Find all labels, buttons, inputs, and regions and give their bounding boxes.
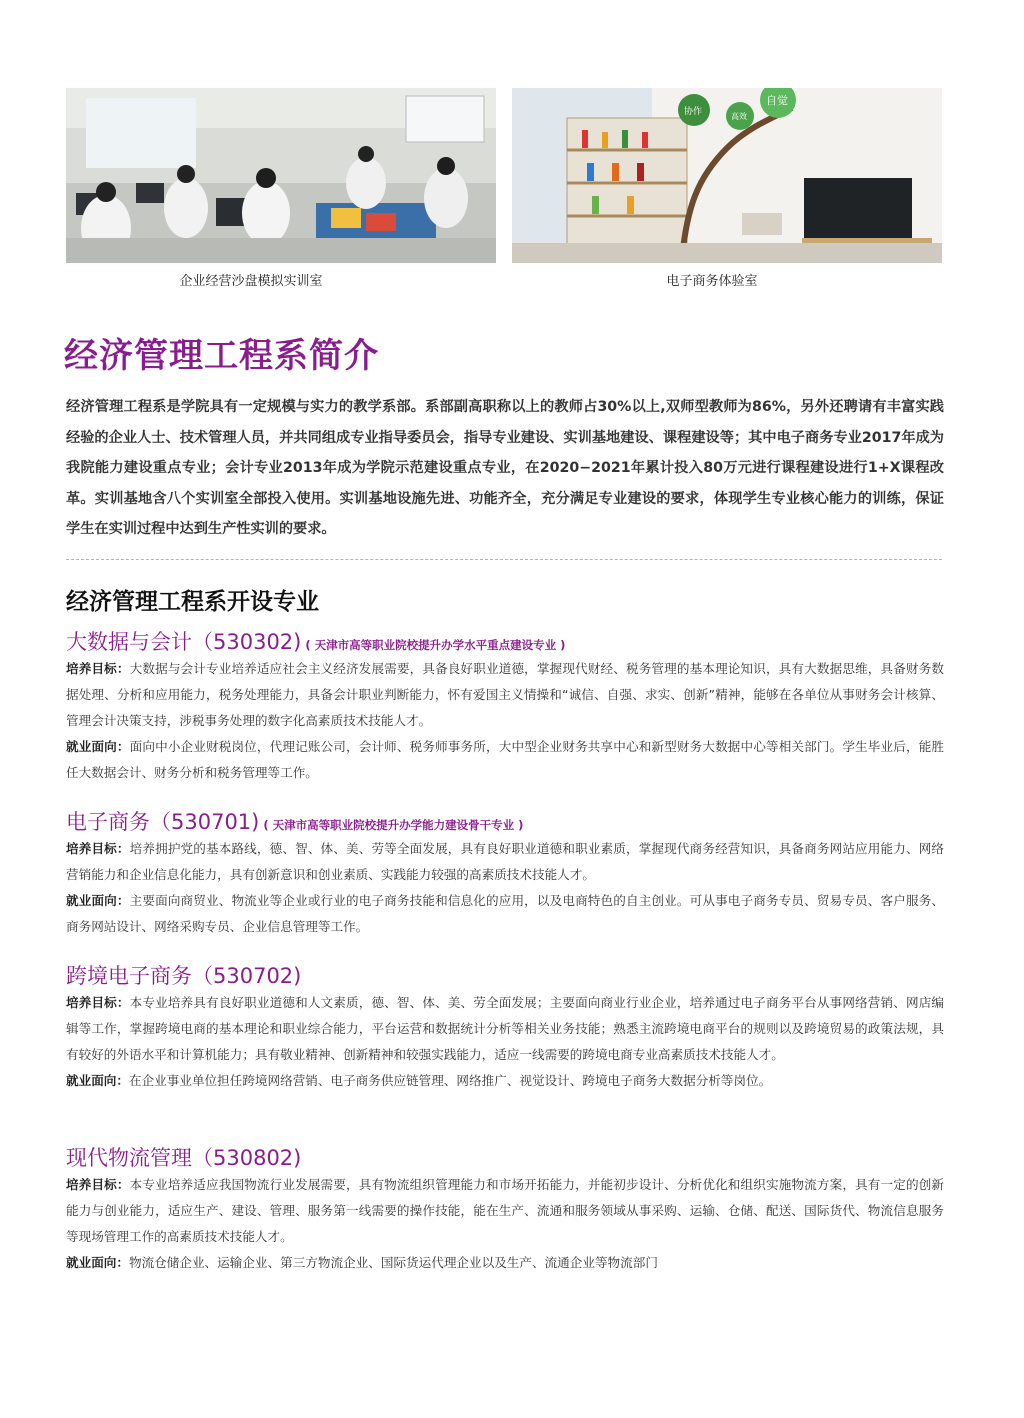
- classroom-photo: [66, 88, 496, 263]
- sign-efficiency: 高效: [731, 112, 747, 121]
- sign-cooperation: 协作: [684, 107, 703, 117]
- sign-consciousness: 自觉: [766, 94, 788, 107]
- major-name: 大数据与会计（530302): [66, 630, 302, 654]
- major-goal: [66, 656, 944, 734]
- job-text: 主要面向商贸业、物流业等企业或行业的电子商务技能和信息化的应用，以及电商特色的自主创业。可从事电子商务专员、贸易专员、客户服务、商务网站设计、网络采购专员、企业信息管理等工作。: [66, 893, 945, 934]
- major-job: [66, 1068, 944, 1094]
- major-accounting: [66, 626, 944, 786]
- job-text: 物流仓储企业、运输企业、第三方物流企业、国际货运代理企业以及生产、流通企业等物流部门: [128, 1255, 658, 1270]
- job-label: 就业面向：: [66, 1073, 129, 1088]
- major-ecommerce: [66, 806, 944, 940]
- major-goal: [66, 836, 944, 888]
- photo-caption-training-room: 企业经营沙盘模拟实训室: [179, 274, 323, 289]
- major-cross-border-ecommerce: [66, 960, 944, 1094]
- major-name: 现代物流管理（530802): [66, 1146, 302, 1170]
- goal-text: 大数据与会计专业培养适应社会主义经济发展需要，具备良好职业道德，掌握现代财经、税务管理的基本理论知识，具有大数据思维，具备财务数据处理、分析和应用能力，税务处理能力，具备会计职业判断能力，怀有爱国主义情操和“诚信、自强、求实、创新”精神，能够在各单位从事财务会计核算、管理会计决策支持，涉税事务处理的数字化高素质技术技能人才。: [66, 661, 945, 728]
- goal-label: 培养目标：: [66, 661, 130, 676]
- page-title: 经济管理工程系简介: [64, 336, 379, 376]
- goal-label: 培养目标：: [66, 841, 130, 856]
- dashed-divider: [66, 559, 942, 560]
- major-name: 电子商务（530701): [66, 810, 260, 834]
- major-name: 跨境电子商务（530702): [66, 964, 302, 988]
- goal-text: 本专业培养适应我国物流行业发展需要，具有物流组织管理能力和市场开拓能力，并能初步设计、分析优化和组织实施物流方案，具有一定的创新能力与创业能力，适应生产、建设、管理、服务第一线需要的操作技能，能在生产、流通和服务领域从事采购、运输、仓储、配送、国际货代、物流信息服务等现场管理工作的高素质技术技能人才。: [66, 1177, 945, 1244]
- major-job: [66, 734, 944, 786]
- job-text: 在企业事业单位担任跨境网络营销、电子商务供应链管理、网络推广、视觉设计、跨境电子商务大数据分析等岗位。: [128, 1073, 772, 1088]
- goal-text: 培养拥护党的基本路线，德、智、体、美、劳等全面发展，具有良好职业道德和职业素质，掌握现代商务经营知识，具备商务网站应用能力、网络营销能力和企业信息化能力，具有创新意识和创业素质、实践能力较强的高素质技术技能人才。: [66, 841, 945, 882]
- section-title: 经济管理工程系开设专业: [66, 589, 319, 615]
- job-text: 面向中小企业财税岗位，代理记账公司，会计师、税务师事务所，大中型企业财务共享中心和新型财务大数据中心等相关部门。学生毕业后，能胜任大数据会计、财务分析和税务管理等工作。: [66, 739, 945, 780]
- goal-text: 本专业培养具有良好职业道德和人文素质，德、智、体、美、劳全面发展；主要面向商业行业企业，培养通过电子商务平台从事网络营销、网店编辑等工作，掌握跨境电商的基本理论和职业综合能力，平台运营和数据统计分析等相关业务技能；熟悉主流跨境电商平台的规则以及跨境贸易的政策法规，具有较好的外语水平和计算机能力；具有敬业精神、创新精神和较强实践能力，适应一线需要的跨境电商专业高素质技术技能人才。: [66, 995, 945, 1062]
- major-job: [66, 1250, 944, 1276]
- job-label: 就业面向：: [66, 893, 130, 908]
- major-note: ( 天津市高等职业院校提升办学能力建设骨干专业 ): [263, 818, 524, 832]
- job-label: 就业面向：: [66, 1255, 129, 1270]
- ecommerce-room-photo: [512, 88, 942, 263]
- major-note: ( 天津市高等职业院校提升办学水平重点建设专业 ): [305, 638, 566, 652]
- goal-label: 培养目标：: [66, 995, 130, 1010]
- major-goal: [66, 1172, 944, 1250]
- major-logistics: [66, 1142, 944, 1276]
- goal-label: 培养目标：: [66, 1177, 130, 1192]
- department-intro: 经济管理工程系是学院具有一定规模与实力的教学系部。系部副高职称以上的教师占30%以上,双师型教师为86%，另外还聘请有丰富实践经验的企业人士、技术管理人员，并共同组成专业指导委员会，指导专业建设、实训基地建设、课程建设等；其中电子商务专业2017年成为我院能力建设重点专业；会计专业2013年成为学院示范建设重点专业，在2020−2021年累计投入80万元进行课程建设进行1+X课程改革。实训基地含八个实训室全部投入使用。实训基地设施先进、功能齐全，充分满足专业建设的要求，体现学生专业核心能力的训练，保证学生在实训过程中达到生产性实训的要求。: [66, 399, 944, 537]
- major-job: [66, 888, 944, 940]
- major-goal: [66, 990, 944, 1068]
- photo-caption-ecommerce-room: 电子商务体验室: [666, 274, 758, 289]
- job-label: 就业面向：: [66, 739, 130, 754]
